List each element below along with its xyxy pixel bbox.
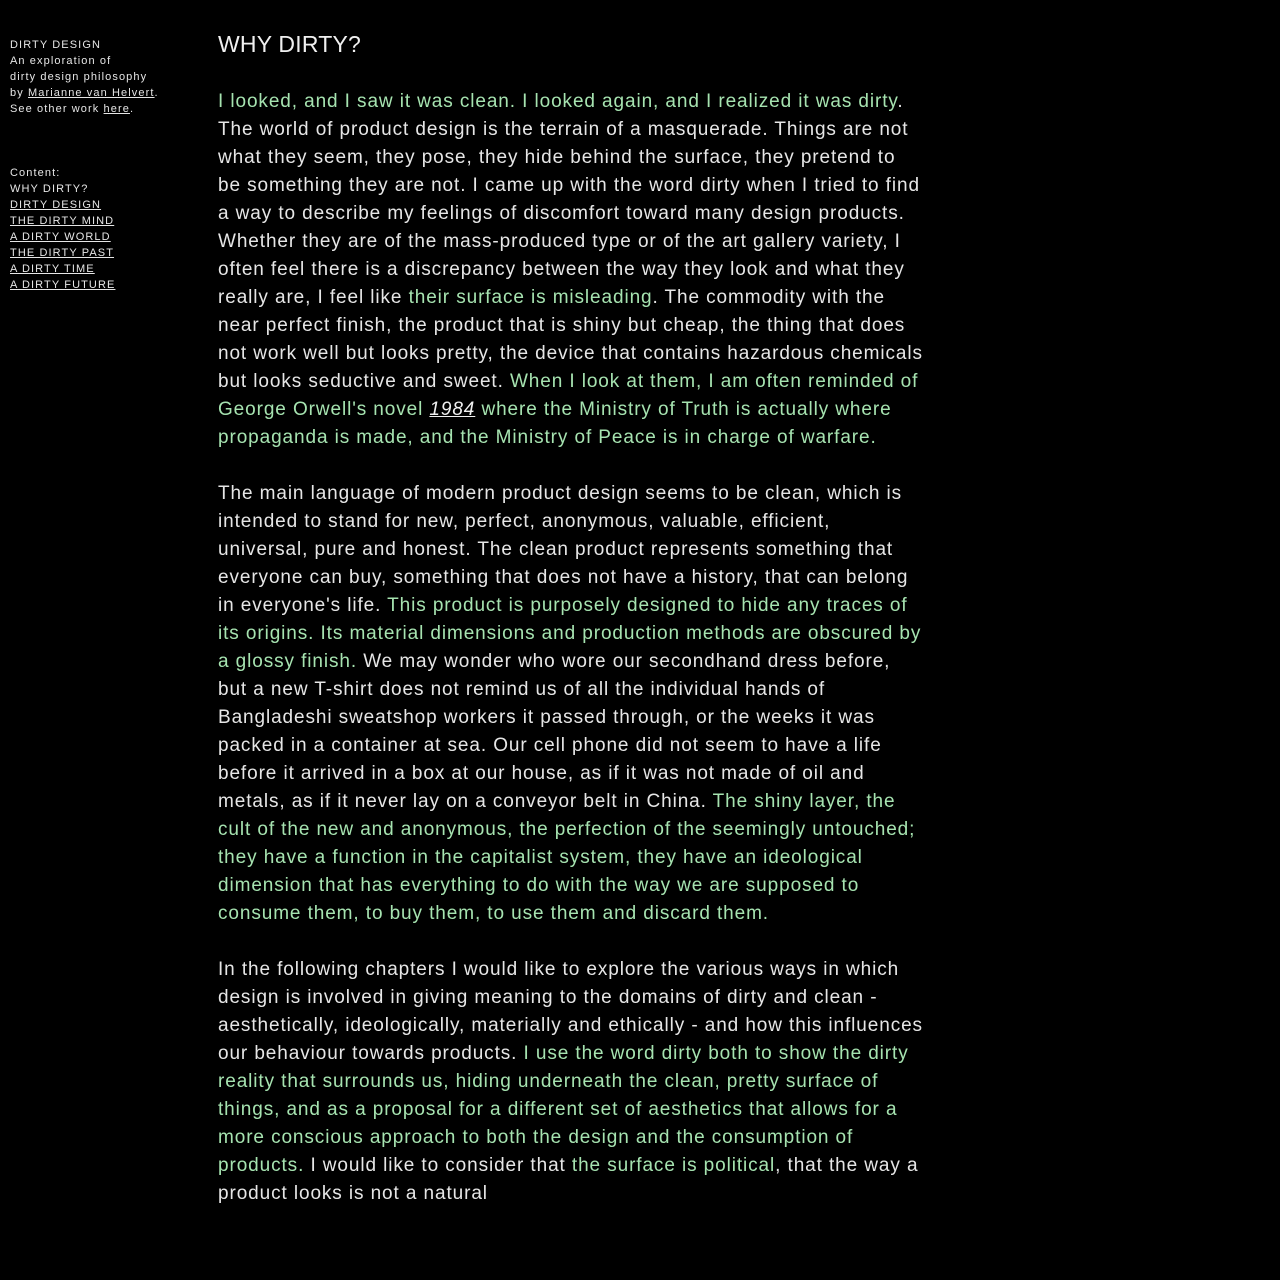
- site-title: DIRTY DESIGN: [10, 39, 102, 51]
- table-of-contents: [10, 165, 200, 293]
- body-text: In the following chapters I would like to explore the various ways in which design is involved in giving meaning to the domains of dirty and clean - aesthetically, ideologically, materially and ethically - and how this influences our behaviour towards products.: [218, 959, 923, 1064]
- sidebar: [10, 37, 200, 293]
- highlight-text: I use the word dirty both to show the dirty reality that surrounds us, hiding underneath the clean, pretty surface of things, and as a proposal for a different set of aesthetics that allows for a more conscious approach to both the design and the consumption of products.: [218, 1043, 909, 1176]
- page-title: WHY DIRTY?: [218, 31, 362, 57]
- highlight-text: When I look at them, I am often reminded of George Orwell's novel: [218, 371, 919, 420]
- author-suffix: .: [154, 87, 159, 99]
- book-title-link[interactable]: 1984: [429, 399, 476, 420]
- author-link[interactable]: Marianne van Helvert: [27, 87, 155, 99]
- other-work-suffix: .: [129, 103, 135, 115]
- author-line: [10, 85, 200, 101]
- body-text: We may wonder who wore our secondhand dress before, but a new T-shirt does not remind us of all the individual hands of Bangladeshi sweatshop workers it passed through, or the weeks it was packed in a container at sea. Our cell phone did not seem to have a life before it arrived in a box at our house, as if it was not made of oil and metals, as if it never lay on a conveyor belt in China.: [218, 651, 891, 812]
- toc-link-a-dirty-world[interactable]: A DIRTY WORLD: [10, 231, 111, 243]
- other-work-line: [10, 101, 200, 117]
- tagline-line-2: dirty design philosophy: [10, 71, 148, 83]
- highlight-text: The shiny layer, the cult of the new and anonymous, the perfection of the seemingly untouched; they have a function in the capitalist system, they have an ideological dimension that has everything to do with the way we are supposed to consume them, to buy them, to use them and discard them.: [218, 791, 916, 924]
- toc-link-the-dirty-past[interactable]: THE DIRTY PAST: [10, 247, 115, 259]
- other-work-prefix: See other work: [10, 103, 104, 115]
- body-text: , that the way a product looks is not a natural: [218, 1155, 919, 1204]
- paragraph-1: [218, 88, 923, 452]
- toc-link-a-dirty-future[interactable]: A DIRTY FUTURE: [10, 279, 116, 291]
- body-text: . The world of product design is the terrain of a masquerade. Things are not what they seem, they pose, they hide behind the surface, they pretend to be something they are not. I came up with the word dirty when I tried to find a way to describe my feelings of discomfort toward many design products. Whether they are of the mass-produced type or of the art gallery variety, I often feel there is a discrepancy between the way they look and what they really are, I feel like: [218, 91, 920, 308]
- tagline-line-1: An exploration of: [10, 55, 112, 67]
- highlight-text: This product is purposely designed to hide any traces of its origins. Its material dimensions and production methods are obscured by a glossy finish.: [218, 595, 922, 672]
- highlight-text: I looked, and I saw it was clean. I looked again, and I realized it was dirty: [218, 91, 898, 112]
- author-prefix: by: [10, 87, 28, 99]
- toc-link-a-dirty-time[interactable]: A DIRTY TIME: [10, 263, 95, 275]
- body-text: I would like to consider that: [304, 1155, 572, 1176]
- paragraph-2: [218, 480, 923, 928]
- body-text: The main language of modern product design seems to be clean, which is intended to stand for new, perfect, anonymous, valuable, efficient, universal, pure and honest. The clean product represents something that everyone can buy, something that does not have a history, that can belong in everyone's life.: [218, 483, 909, 616]
- toc-heading: Content:: [10, 167, 61, 179]
- toc-link-dirty-design[interactable]: DIRTY DESIGN: [10, 199, 102, 211]
- paragraph-3: [218, 956, 923, 1208]
- toc-item-why-dirty: WHY DIRTY?: [10, 183, 89, 195]
- body-text: . The commodity with the near perfect finish, the product that is shiny but cheap, the thing that does not work well but looks pretty, the device that contains hazardous chemicals but looks seductive and sweet.: [218, 287, 923, 392]
- toc-link-the-dirty-mind[interactable]: THE DIRTY MIND: [10, 215, 115, 227]
- highlight-text: their surface is misleading: [408, 287, 653, 308]
- highlight-text: where the Ministry of Truth is actually where propaganda is made, and the Ministry of Peace is in charge of warfare.: [218, 399, 892, 448]
- article: [218, 28, 923, 1236]
- other-work-link[interactable]: here: [103, 103, 130, 115]
- highlight-text: the surface is political: [571, 1155, 776, 1176]
